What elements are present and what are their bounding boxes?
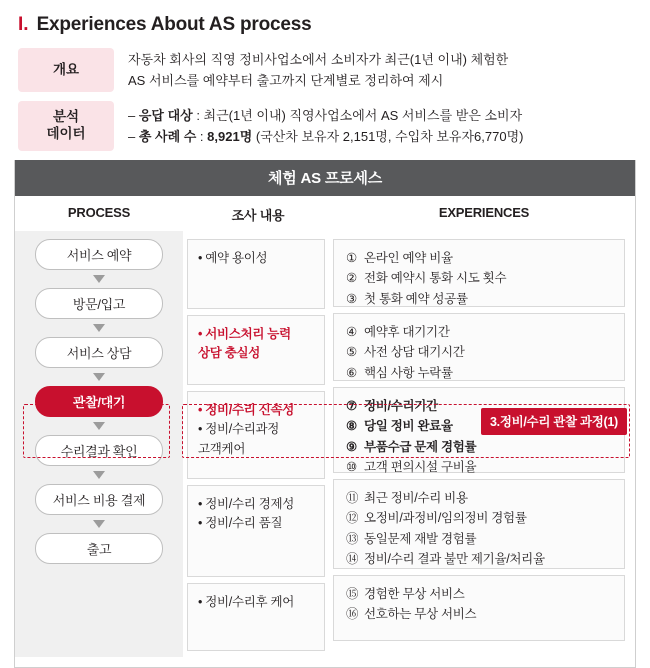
experience-line: [346, 363, 612, 383]
experience-number: ⑦: [346, 399, 357, 413]
survey-content-column: [183, 231, 333, 657]
summary-row-overview: [18, 48, 634, 92]
experience-number: ⑪: [346, 491, 359, 505]
survey-item: • 예약 용이성: [198, 251, 268, 265]
highlight-label: 3.정비/수리 관찰 과정(1): [481, 408, 627, 435]
experience-line: [346, 457, 612, 477]
experience-text: 핵심 사항 누락률: [364, 365, 453, 380]
title-numeral: I.: [18, 14, 29, 35]
experience-line: [346, 248, 612, 268]
experiences-column: [333, 231, 635, 657]
survey-cell-1: [187, 239, 325, 309]
page-title: [0, 0, 650, 42]
experience-text: 예약후 대기기간: [364, 325, 450, 339]
experience-text: 경험한 무상 서비스: [364, 587, 465, 601]
panel-header: 체험 AS 프로세스: [15, 160, 635, 196]
process-step-4-active[interactable]: 관찰/대기: [35, 386, 163, 417]
experience-number: ①: [346, 251, 357, 265]
process-step-5[interactable]: 수리결과 확인: [35, 435, 163, 466]
summary-section: [0, 42, 650, 151]
experience-text: 전화 예약시 통화 시도 횟수: [364, 271, 507, 286]
flow-arrow-icon: [93, 324, 105, 332]
flow-arrow-icon: [93, 471, 105, 479]
flow-arrow-icon: [93, 373, 105, 381]
experience-cell-5: [333, 575, 625, 641]
experience-number: ⑨: [346, 439, 357, 454]
experience-number: ⑬: [346, 531, 359, 546]
survey-item: • 정비/수리 경제성: [198, 497, 295, 511]
survey-cell-3: [187, 391, 325, 479]
experience-number: ④: [346, 325, 357, 339]
experience-number: ⑤: [346, 345, 357, 360]
experience-text: 오정비/과정비/임의정비 경험률: [364, 511, 527, 526]
process-step-1[interactable]: 서비스 예약: [35, 239, 163, 270]
experience-text: 사전 상담 대기시간: [364, 345, 465, 360]
experience-text: 부품수급 문제 경험률: [364, 439, 477, 454]
experience-line: [346, 604, 612, 624]
summary-label-data: [18, 101, 114, 151]
experience-line: [346, 437, 612, 457]
summary-body-data: [114, 101, 523, 151]
diagram-grid: [15, 231, 635, 667]
column-header-process: PROCESS: [67, 205, 131, 220]
survey-cell-4: [187, 485, 325, 577]
process-step-2[interactable]: 방문/입고: [35, 288, 163, 319]
experience-line: [346, 584, 612, 604]
experience-number: ⑧: [346, 419, 357, 434]
survey-cell-5: [187, 583, 325, 651]
summary-data-line-2: – 총 사례 수 : 8,921명 (국산차 보유자 2,151명, 수입차 보유자6,770명): [128, 129, 524, 144]
column-header-row: [15, 196, 635, 231]
experience-line: [346, 289, 612, 309]
survey-cell-2: [187, 315, 325, 385]
process-flow-column: [15, 231, 183, 657]
experience-number: ⑫: [346, 511, 359, 526]
experience-line: [346, 268, 612, 288]
experience-line: [346, 322, 612, 342]
experience-line: [346, 529, 612, 549]
survey-item: 상담 충실성: [198, 346, 261, 361]
flow-arrow-icon: [93, 520, 105, 528]
experience-cell-4: [333, 479, 625, 569]
flow-arrow-icon: [93, 275, 105, 283]
experience-number: ⑮: [346, 587, 359, 601]
summary-overview-line-2: AS 서비스를 예약부터 출고까지 단계별로 정리하여 제시: [128, 73, 444, 88]
experience-line: [346, 342, 612, 362]
experience-number: ②: [346, 271, 357, 286]
flow-arrow-icon: [93, 422, 105, 430]
experience-number: ③: [346, 291, 357, 306]
survey-item: 고객케어: [198, 441, 246, 456]
summary-body-overview: [114, 48, 508, 92]
survey-item: • 정비/수리 품질: [198, 516, 283, 531]
summary-overview-line-1: 자동차 회사의 직영 정비사업소에서 소비자가 최근(1년 이내) 체험한: [128, 51, 509, 67]
summary-label-data-line-1: 분석 데이터: [46, 109, 86, 141]
experience-number: ⑥: [346, 365, 357, 380]
survey-item: • 서비스처리 능력: [198, 327, 291, 341]
summary-data-line-1: – 응답 대상 : 최근(1년 이내) 직영사업소에서 AS 서비스를 받은 소비자: [128, 107, 523, 123]
experience-text: 정비/수리기간: [364, 399, 438, 413]
column-header-experiences: EXPERIENCES: [438, 205, 530, 220]
experience-line: [346, 549, 612, 569]
process-step-3[interactable]: 서비스 상담: [35, 337, 163, 368]
experience-text: 정비/수리 결과 불만 제기율/처리율: [364, 551, 545, 566]
experience-cell-1: [333, 239, 625, 307]
experience-text: 동일문제 재발 경험률: [364, 531, 477, 546]
process-step-6[interactable]: 서비스 비용 결제: [35, 484, 163, 515]
experience-line: [346, 508, 612, 528]
survey-item: • 정비/수리 신속성: [198, 403, 295, 417]
experience-text: 최근 정비/수리 비용: [364, 491, 468, 505]
title-text: Experiences About AS process: [36, 14, 312, 35]
column-header-survey: 조사 내용: [231, 208, 285, 223]
survey-item: • 정비/수리과정: [198, 422, 280, 437]
experience-text: 온라인 예약 비율: [364, 251, 453, 265]
experience-text: 고객 편의시설 구비율: [364, 459, 477, 474]
experience-text: 선호하는 무상 서비스: [364, 607, 477, 622]
summary-label-overview: 개요: [18, 48, 114, 92]
experience-line: [346, 488, 612, 508]
survey-item: • 정비/수리후 케어: [198, 595, 295, 609]
summary-row-data: [18, 101, 634, 151]
experience-text: 첫 통화 예약 성공률: [364, 291, 468, 306]
experience-number: ⑩: [346, 459, 357, 474]
experience-cell-2: [333, 313, 625, 381]
experience-number: ⑭: [346, 551, 359, 566]
experience-number: ⑯: [346, 607, 359, 622]
experience-text: 당일 정비 완료율: [364, 419, 453, 434]
process-step-7[interactable]: 출고: [35, 533, 163, 564]
